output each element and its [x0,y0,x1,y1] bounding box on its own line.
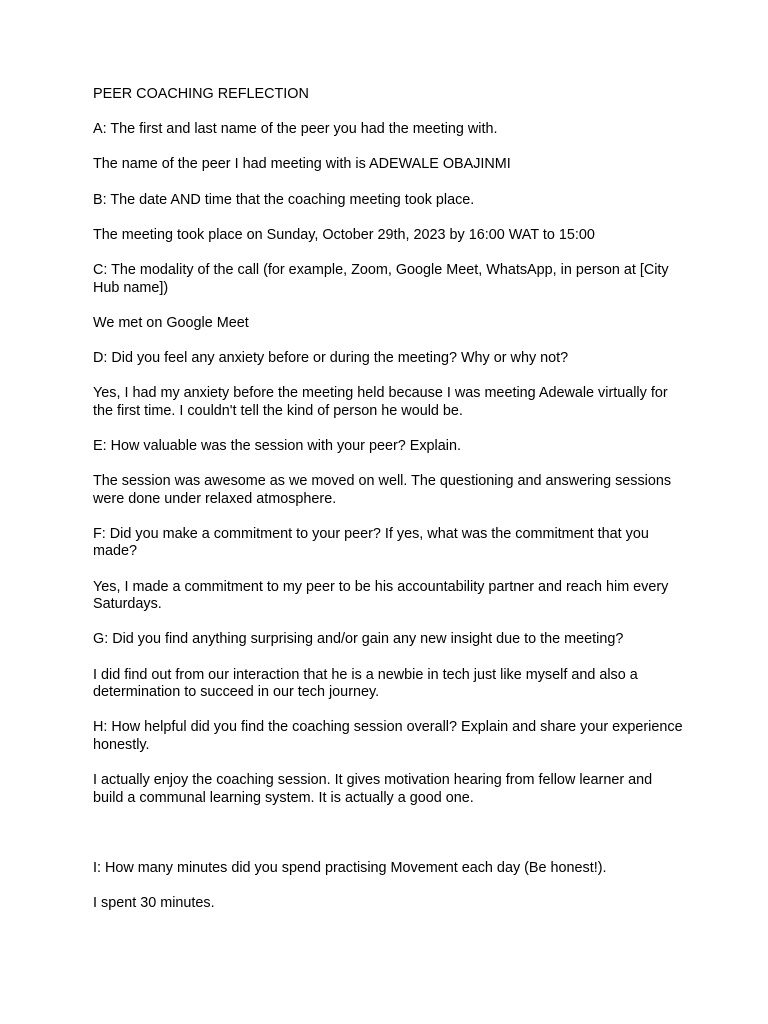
question-d: D: Did you feel any anxiety before or during the meeting? Why or why not? [93,349,569,366]
question-b: B: The date AND time that the coaching meeting took place. [93,191,475,208]
question-a: A: The first and last name of the peer you had the meeting with. [93,121,498,138]
answer-f: Yes, I made a commitment to my peer to be his accountability partner and reach him every Saturdays. [93,578,669,613]
blank-space [93,825,683,860]
document-body [93,86,683,931]
answer-d: Yes, I had my anxiety before the meeting held because I was meeting Adewale virtually for the first time. I couldn't tell the kind of person he would be. [93,385,668,419]
question-h: H: How helpful did you find the coaching session overall? Explain and share your experience honestly. [93,719,683,753]
answer-i: I spent 30 minutes. [93,895,215,912]
question-c: C: The modality of the call (for example, Zoom, Google Meet, WhatsApp, in person at [City Hub name]) [93,261,669,296]
answer-g: I did find out from our interaction that he is a newbie in tech just like myself and also a determination to succeed in our tech journey. [93,666,638,701]
answer-c: We met on Google Meet [93,314,249,331]
answer-a: The name of the peer I had meeting with is ADEWALE OBAJINMI [93,156,511,173]
question-g: G: Did you find anything surprising and/or gain any new insight due to the meeting? [93,631,624,648]
answer-e: The session was awesome as we moved on well. The questioning and answering sessions were done under relaxed atmosphere. [93,473,672,507]
document-title: PEER COACHING REFLECTION [93,86,309,102]
question-i: I: How many minutes did you spend practising Movement each day (Be honest!). [93,860,607,877]
answer-h: I actually enjoy the coaching session. It gives motivation hearing from fellow learner and build a communal learning system. It is actually a good one. [93,772,653,806]
question-f: F: Did you make a commitment to your peer? If yes, what was the commitment that you made? [93,525,649,560]
answer-b: The meeting took place on Sunday, October 29th, 2023 by 16:00 WAT to 15:00 [93,226,595,243]
question-e: E: How valuable was the session with your peer? Explain. [93,437,461,454]
